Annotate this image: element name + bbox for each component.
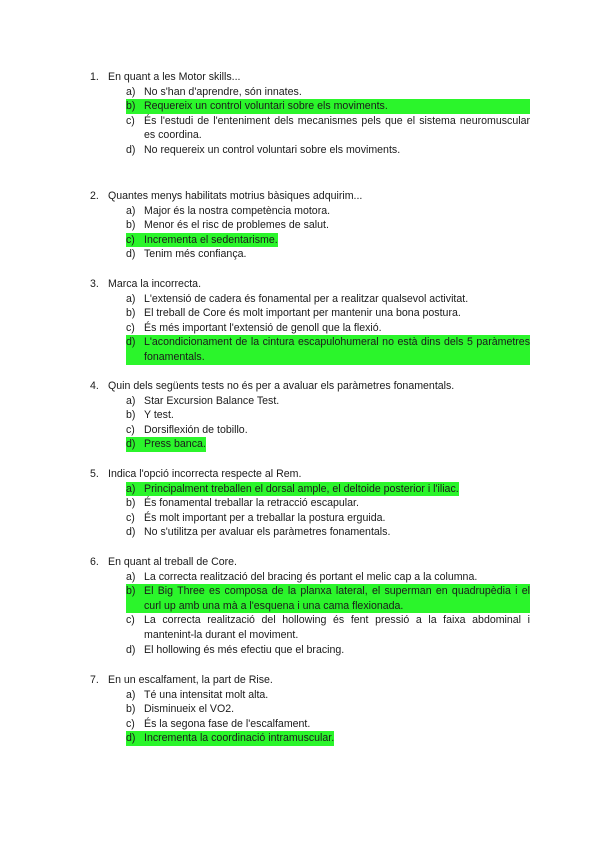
option-b [126,496,530,511]
option-text: No s'han d'aprendre, són innates. [144,85,302,98]
option-text: La correcta realització del hollowing és fent pressió a la faixa abdominal i mantenint-la durant el moviment. [144,614,530,641]
option-letter: d) [126,143,136,156]
option-letter: c) [126,614,135,627]
option-a [126,292,530,307]
option-a-highlighted [126,482,530,497]
option-letter: d) [126,248,136,261]
option-text: Requereix un control voluntari sobre els moviments. [144,99,530,114]
option-letter: b) [126,409,136,422]
option-text: Incrementa el sedentarisme. [144,233,278,246]
option-letter: c) [126,233,144,248]
option-text: L'extensió de cadera és fonamental per a realitzar qualsevol activitat. [144,292,469,305]
option-text: Principalment treballen el dorsal ample, el deltoide posterior i l'iliac. [144,482,459,495]
option-letter: a) [126,292,136,305]
question-number: 7. [90,674,99,686]
question-number: 5. [90,468,99,480]
option-d [126,247,530,262]
question-number: 4. [90,380,99,392]
option-letter: d) [126,437,144,452]
option-letter: c) [126,321,135,334]
question-text: Marca la incorrecta. [108,278,202,290]
question-text: En quant al treball de Core. [108,556,237,568]
option-letter: c) [126,511,135,524]
option-letter: d) [126,335,144,364]
option-a [126,688,530,703]
option-c [126,114,530,143]
question-number: 3. [90,278,99,290]
option-letter: a) [126,394,136,407]
question-text: En quant a les Motor skills... [108,71,241,83]
option-text: Tenim més confiança. [144,248,247,261]
option-letter: a) [126,85,136,98]
question-1 [90,70,530,158]
question-2 [90,189,530,262]
option-text: És fonamental treballar la retracció escapular. [144,497,359,510]
question-7 [90,673,530,746]
option-text: Y test. [144,409,174,422]
option-text: Press banca. [144,438,206,451]
option-letter: b) [126,219,136,232]
option-text: El treball de Core és molt important per mantenir una bona postura. [144,307,461,320]
question-text: Indica l'opció incorrecta respecte al Rem. [108,468,302,480]
option-letter: b) [126,99,144,114]
option-letter: d) [126,526,136,539]
option-letter: c) [126,717,135,730]
question-text: Quantes menys habilitats motrius bàsiques adquirim... [108,190,363,202]
option-text: És l'estudi de l'enteniment dels mecanismes pels que el sistema neuromuscular es coordina. [144,114,530,142]
option-b [126,218,530,233]
option-text: No requereix un control voluntari sobre els moviments. [144,143,401,156]
question-text: Quin dels següents tests no és per a avaluar els paràmetres fonamentals. [108,380,455,392]
option-text: El hollowing és més efectiu que el bracing. [144,643,345,656]
option-text: Star Excursion Balance Test. [144,394,280,407]
question-5 [90,467,530,540]
option-c [126,423,530,438]
question-text: En un escalfament, la part de Rise. [108,674,273,686]
option-c-highlighted [126,233,530,248]
option-text: És més important l'extensió de genoll que la flexió. [144,321,382,334]
question-4 [90,379,530,452]
option-a [126,570,530,585]
option-a [126,394,530,409]
option-text: Menor és el risc de problemes de salut. [144,219,329,232]
option-letter: b) [126,307,136,320]
option-text: Major és la nostra competència motora. [144,204,331,217]
option-c [126,613,530,642]
option-d-highlighted [126,437,530,452]
option-d-highlighted [126,731,530,746]
option-c [126,717,530,732]
option-text: La correcta realització del bracing és portant el melic cap a la columna. [144,570,478,583]
option-text: És molt important per a treballar la postura erguida. [144,511,386,524]
option-b-highlighted [126,584,530,613]
option-a [126,85,530,100]
option-b [126,408,530,423]
option-letter: a) [126,482,144,497]
question-6 [90,555,530,657]
option-d [126,525,530,540]
option-letter: b) [126,584,144,613]
option-d-highlighted [126,335,530,364]
option-text: L'acondicionament de la cintura escapulohumeral no està dins dels 5 paràmetres fonamentals. [144,336,530,363]
option-c [126,511,530,526]
option-text: És la segona fase de l'escalfament. [144,717,311,730]
option-letter: c) [126,114,135,127]
option-text: Disminueix el VO2. [144,703,235,716]
option-letter: a) [126,570,136,583]
option-letter: d) [126,731,144,746]
option-d [126,143,530,158]
question-number: 1. [90,71,99,83]
option-letter: b) [126,497,136,510]
option-text: Incrementa la coordinació intramuscular. [144,732,335,745]
option-text: Dorsiflexión de tobillo. [144,423,248,436]
option-text: No s'utilitza per avaluar els paràmetres fonamentals. [144,526,391,539]
question-number: 6. [90,556,99,568]
option-text: El Big Three es composa de la planxa lateral, el superman en quadrupèdia i el curl up amb una mà a l'esquena i una cama flexionada. [144,585,530,612]
option-b [126,306,530,321]
option-letter: b) [126,703,136,716]
option-letter: c) [126,423,135,436]
option-b-highlighted [126,99,530,114]
option-a [126,204,530,219]
option-letter: a) [126,688,136,701]
option-letter: a) [126,204,136,217]
option-c [126,321,530,336]
option-text: Té una intensitat molt alta. [144,688,269,701]
option-letter: d) [126,643,136,656]
option-d [126,643,530,658]
question-number: 2. [90,190,99,202]
question-3 [90,277,530,365]
option-b [126,702,530,717]
